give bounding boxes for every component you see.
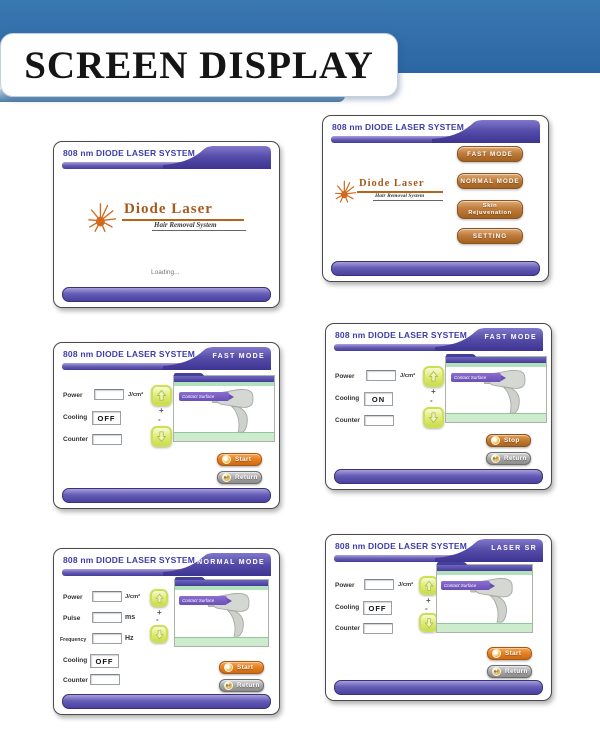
contact-surface-label: Contact Surface xyxy=(182,598,215,603)
power-unit: J/cm² xyxy=(398,582,414,588)
counter-label: Counter xyxy=(63,677,88,684)
progress-bar xyxy=(62,287,271,302)
start-button-label: Start xyxy=(505,650,522,657)
screen-fast-mode-on xyxy=(325,323,552,490)
arrow-up-icon xyxy=(154,388,169,403)
return-button[interactable] xyxy=(219,679,264,692)
return-coin-icon: ↩ xyxy=(492,455,499,462)
fast-mode-button[interactable] xyxy=(457,146,523,162)
mode-label: FAST MODE xyxy=(484,334,537,341)
power-input[interactable] xyxy=(92,591,122,602)
arrow-down-icon xyxy=(154,429,169,444)
return-button-label: Return xyxy=(505,668,528,675)
contact-surface-callout xyxy=(179,392,229,401)
power-unit: J/cm² xyxy=(125,594,141,600)
plus-sign: + xyxy=(426,596,431,605)
increase-button[interactable] xyxy=(151,385,172,406)
counter-input[interactable] xyxy=(363,623,393,634)
cooling-label: Cooling xyxy=(335,395,360,402)
screen-normal-mode xyxy=(53,548,280,715)
window-title: 808 nm DIODE LASER SYSTEM xyxy=(335,330,468,340)
frequency-unit: Hz xyxy=(125,635,134,642)
increase-button[interactable] xyxy=(150,589,168,607)
handpiece-panel xyxy=(436,564,533,633)
start-button[interactable] xyxy=(487,647,532,660)
return-button-label: Return xyxy=(237,682,260,689)
return-button[interactable] xyxy=(486,452,531,465)
power-input[interactable] xyxy=(364,579,394,590)
start-button-label: Start xyxy=(235,456,252,463)
bottom-bar xyxy=(62,694,271,709)
counter-label: Counter xyxy=(63,436,88,443)
window-title: 808 nm DIODE LASER SYSTEM xyxy=(332,122,465,132)
window-title: 808 nm DIODE LASER SYSTEM xyxy=(335,541,468,551)
return-coin-icon: ↩ xyxy=(493,668,500,675)
brand-subtitle: Hair Removal System xyxy=(154,221,217,229)
window-title: 808 nm DIODE LASER SYSTEM xyxy=(63,555,196,565)
counter-input[interactable] xyxy=(364,415,394,426)
bottom-bar xyxy=(334,469,543,484)
return-coin-icon: ↩ xyxy=(223,474,230,481)
power-unit: J/cm² xyxy=(128,392,144,398)
power-label: Power xyxy=(335,373,355,380)
decrease-button[interactable] xyxy=(150,625,168,643)
contact-surface-callout xyxy=(179,596,227,605)
arrow-down-icon xyxy=(422,616,436,630)
screen-fast-mode-off xyxy=(53,342,280,509)
cooling-value-box[interactable]: OFF xyxy=(90,654,119,668)
page-title: SCREEN DISPLAY xyxy=(24,43,374,87)
screen-loading xyxy=(53,141,280,308)
power-unit: J/cm² xyxy=(400,373,416,379)
contact-surface-label: Contact Surface xyxy=(444,583,477,588)
return-button[interactable] xyxy=(487,665,532,678)
cooling-value-box[interactable]: OFF xyxy=(363,601,392,615)
return-button-label: Return xyxy=(504,455,527,462)
handpiece-panel xyxy=(445,356,547,423)
handpiece-panel xyxy=(174,579,269,647)
pulse-input[interactable] xyxy=(92,612,122,623)
window-title: 808 nm DIODE LASER SYSTEM xyxy=(63,349,196,359)
power-input[interactable] xyxy=(94,389,124,400)
arrow-up-icon xyxy=(153,592,166,605)
contact-surface-callout xyxy=(441,581,490,590)
return-button-label: Return xyxy=(235,474,258,481)
power-input[interactable] xyxy=(366,370,396,381)
fast-mode-button-label: FAST MODE xyxy=(467,150,513,158)
laser-burst-icon xyxy=(88,202,120,234)
bottom-bar xyxy=(331,261,540,276)
handpiece-panel xyxy=(173,375,275,442)
contact-surface-label: Contact Surface xyxy=(454,375,487,380)
return-coin-icon: ↩ xyxy=(225,682,232,689)
contact-surface-callout xyxy=(451,373,501,382)
brand-name: Diode Laser xyxy=(124,201,213,217)
pulse-label: Pulse xyxy=(63,615,81,622)
minus-sign: - xyxy=(158,415,161,424)
start-button[interactable] xyxy=(219,661,264,674)
normal-mode-button[interactable] xyxy=(457,173,523,189)
arrow-up-icon xyxy=(422,579,436,593)
start-coin-icon xyxy=(224,663,233,672)
screen-main-menu xyxy=(322,115,549,282)
stop-button-label: Stop xyxy=(504,437,520,444)
setting-button[interactable] xyxy=(457,228,523,244)
arrow-up-icon xyxy=(426,369,441,384)
return-button[interactable] xyxy=(217,471,262,484)
window-title: 808 nm DIODE LASER SYSTEM xyxy=(63,148,196,158)
contact-surface-label: Contact Surface xyxy=(182,394,215,399)
brand-name: Diode Laser xyxy=(359,178,425,189)
mode-label: NORMAL MODE xyxy=(197,559,265,566)
decrease-button[interactable] xyxy=(151,426,172,447)
mode-label: LASER SR xyxy=(491,545,537,552)
normal-mode-button-label: NORMAL MODE xyxy=(460,177,520,185)
pulse-unit: ms xyxy=(125,614,136,621)
start-coin-icon xyxy=(222,455,231,464)
screen-laser-sr xyxy=(325,534,552,701)
loading-text: Loading... xyxy=(151,269,180,276)
minus-sign: - xyxy=(425,604,428,613)
power-label: Power xyxy=(335,582,355,589)
plus-sign: + xyxy=(431,387,436,396)
arrow-down-icon xyxy=(426,410,441,425)
decrease-button[interactable] xyxy=(423,407,444,428)
plus-sign: + xyxy=(159,406,164,415)
frequency-label: Frequency xyxy=(60,637,87,643)
power-label: Power xyxy=(63,594,83,601)
skin-rejuvenation-button[interactable] xyxy=(457,200,523,219)
start-coin-icon xyxy=(492,649,501,658)
cooling-value-box[interactable]: ON xyxy=(364,392,393,406)
counter-input[interactable] xyxy=(92,434,122,445)
frequency-input[interactable] xyxy=(92,633,122,644)
cooling-value-box[interactable]: OFF xyxy=(92,411,121,425)
increase-button[interactable] xyxy=(423,366,444,387)
start-button[interactable] xyxy=(217,453,262,466)
skin-button-label-line2: Rejuvenation xyxy=(468,209,512,216)
stop-coin-icon xyxy=(491,436,500,445)
page-title-box xyxy=(0,33,398,97)
counter-label: Counter xyxy=(335,625,360,632)
laser-burst-icon xyxy=(335,180,359,204)
brand-sub-underline xyxy=(373,200,443,201)
plus-sign: + xyxy=(157,608,162,617)
mode-label: FAST MODE xyxy=(212,353,265,360)
setting-button-label: SETTING xyxy=(472,232,508,240)
brand-sub-underline xyxy=(152,230,246,231)
minus-sign: - xyxy=(430,396,433,405)
brand-subtitle: Hair Removal System xyxy=(375,193,425,199)
skin-button-label-line1: Skin xyxy=(482,203,498,210)
counter-input[interactable] xyxy=(90,674,120,685)
start-button-label: Start xyxy=(237,664,254,671)
bottom-bar xyxy=(334,680,543,695)
arrow-down-icon xyxy=(153,628,166,641)
counter-label: Counter xyxy=(335,417,360,424)
bottom-bar xyxy=(62,488,271,503)
minus-sign: - xyxy=(156,615,159,624)
stop-button[interactable] xyxy=(486,434,531,447)
cooling-label: Cooling xyxy=(63,414,88,421)
power-label: Power xyxy=(63,392,83,399)
cooling-label: Cooling xyxy=(63,657,88,664)
cooling-label: Cooling xyxy=(335,604,360,611)
